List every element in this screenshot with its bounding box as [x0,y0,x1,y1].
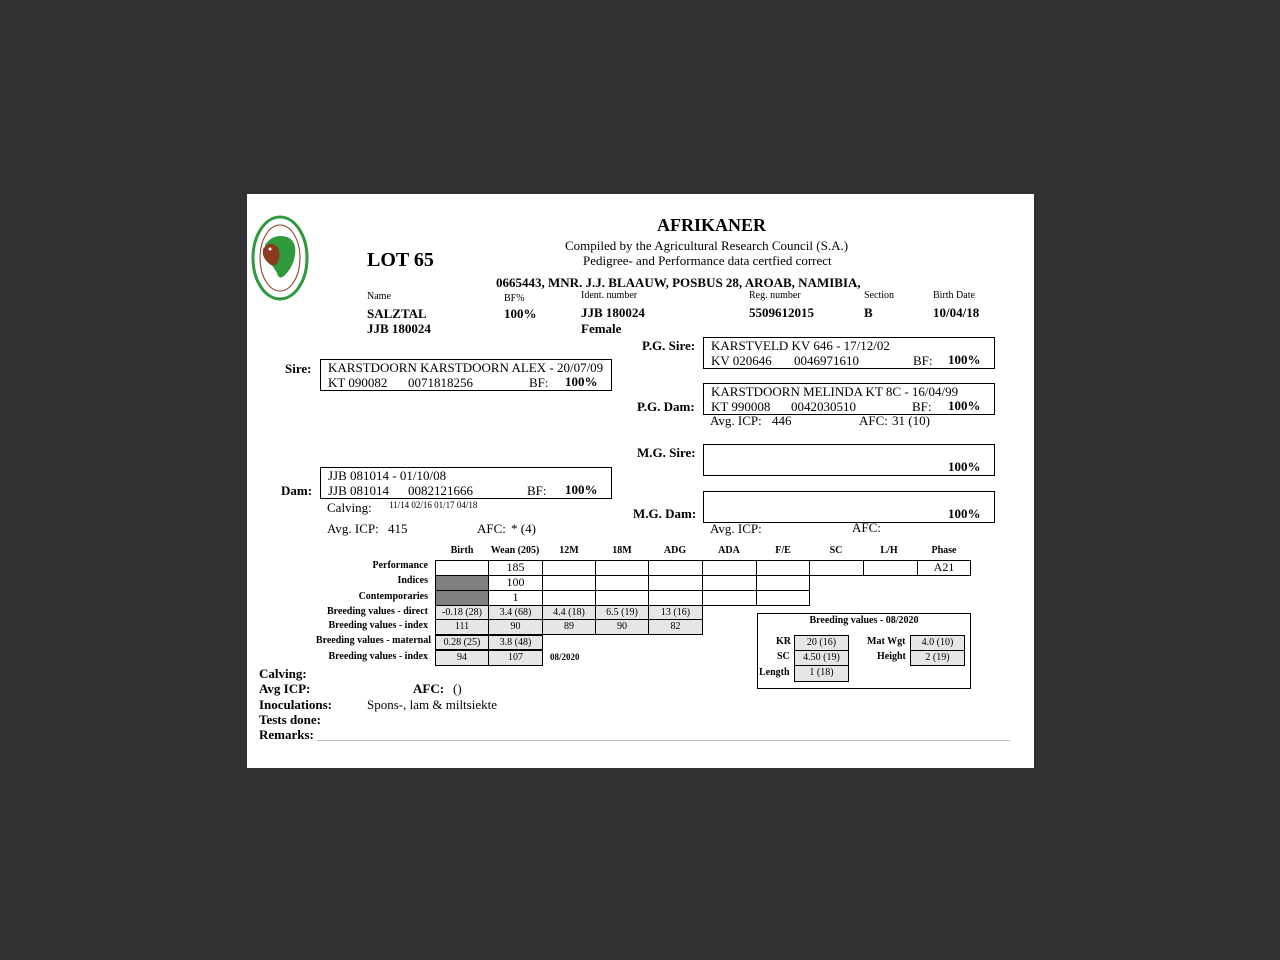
pgsire-id: KV 020646 [711,353,772,368]
bv-date: 08/2020 [550,652,580,662]
perf-12m [542,560,596,576]
col-lh: L/H [880,545,898,556]
reg-label: Reg. number [749,290,801,301]
pgdam-box [703,383,995,415]
compiled-by: Compiled by the Agricultural Research Council (S.A.) [565,238,849,253]
index-wean: 100 [488,575,543,591]
animal-bf: 100% [504,306,537,321]
sc-value: 4.50 (19) [794,650,849,666]
pgdam-afc: 31 (10) [892,413,930,428]
matwgt-value: 4.0 (10) [910,635,965,651]
sire-id: KT 090082 [328,375,388,390]
dam-reg: 0082121666 [408,483,473,498]
pgdam-icp-label: Avg. ICP: [710,413,762,428]
pgdam-afc-label: AFC: [859,413,888,428]
sire-name: KARSTDOORN KARSTDOORN ALEX - 20/07/09 [328,360,604,375]
row-contemporaries: Contemporaries [358,591,428,602]
ident-number: JJB 180024 [581,305,645,320]
mgdam-bf: 100% [948,506,981,521]
pgdam-label: P.G. Dam: [637,399,695,414]
dam-afc-label: AFC: [477,521,506,536]
calving-label: Calving: [259,666,307,681]
sc-label: SC [777,651,790,662]
sire-reg: 0071818256 [408,375,473,390]
height-label: Height [877,651,906,662]
animal-name: SALZTAL [367,306,427,321]
perf-18m [595,560,649,576]
breed-title: AFRIKANER [657,215,767,235]
col-wean: Wean (205) [490,545,540,556]
row-indices: Indices [397,575,428,586]
perf-sc [809,560,864,576]
dam-bf: 100% [565,482,598,497]
pgsire-name: KARSTVELD KV 646 - 17/12/02 [711,338,890,353]
contemp-ada [702,590,757,606]
perf-fe [756,560,810,576]
col-sc: SC [829,545,843,556]
sire-bf-label: BF: [529,375,549,390]
mgsire-label: M.G. Sire: [637,445,696,460]
mgdam-box [703,491,995,523]
bv-index-12m: 89 [542,619,596,635]
bv-index2-wean: 107 [488,650,543,666]
dam-calving-label: Calving: [327,500,372,515]
dam-calving-dates: 11/14 02/16 01/17 04/18 [389,500,478,510]
inoculations-value: Spons-, lam & miltsiekte [367,697,497,712]
bv-direct-adg: 13 (16) [648,605,703,620]
mgdam-label: M.G. Dam: [633,506,697,521]
perf-adg [648,560,703,576]
row-bv-index: Breeding values - index [328,620,428,631]
col-adg: ADG [663,545,687,556]
bv-maternal-birth: 0.28 (25) [435,635,489,650]
section-label: Section [864,290,894,301]
certified-note: Pedigree- and Performance data certfied correct [583,253,832,268]
index-ada [702,575,757,591]
animal-sex: Female [581,321,622,336]
pgsire-label: P.G. Sire: [642,338,696,353]
mgdam-icp-label: Avg. ICP: [710,521,762,536]
contemp-fe [756,590,810,606]
afc-value: () [453,681,462,696]
row-performance: Performance [372,560,428,571]
bv-direct-birth: -0.18 (28) [435,605,489,620]
height-value: 2 (19) [910,650,965,666]
tests-done-label: Tests done: [259,712,322,727]
animal-name-id: JJB 180024 [367,321,431,336]
bf-label: BF% [504,293,525,304]
bv-index-adg: 82 [648,619,703,635]
remarks-label: Remarks: [259,727,314,742]
dam-name: JJB 081014 - 01/10/08 [328,468,447,483]
sire-box [320,359,612,391]
society-logo [251,215,309,301]
pgdam-bf-label: BF: [912,399,932,414]
pgsire-bf: 100% [948,352,981,367]
owner-line: 0665443, MNR. J.J. BLAAUW, POSBUS 28, AROAB, NAMIBIA, [496,275,861,290]
dam-icp: 415 [388,521,408,536]
dam-box [320,467,612,499]
col-18m: 18M [612,545,632,556]
perf-phase: A21 [917,560,971,576]
dam-id: JJB 081014 [328,483,390,498]
perf-ada [702,560,757,576]
birth-label: Birth Date [933,290,975,301]
bv-index-18m: 90 [595,619,649,635]
name-label: Name [367,291,391,302]
row-bv-index-maternal: Breeding values - index [328,651,428,662]
matwgt-label: Mat Wgt [867,636,906,647]
col-birth: Birth [450,545,474,556]
reg-number: 5509612015 [749,305,814,320]
sire-label: Sire: [285,361,312,376]
kr-value: 20 (16) [794,635,849,651]
birth-date: 10/04/18 [933,305,980,320]
perf-wean: 185 [488,560,543,576]
perf-lh [863,560,918,576]
length-value: 1 (18) [794,665,849,682]
bv-index2-birth: 94 [435,650,489,666]
contemp-wean: 1 [488,590,543,606]
pgsire-box [703,337,995,369]
pgsire-bf-label: BF: [913,353,933,368]
kr-label: KR [776,636,791,647]
pgsire-reg: 0046971610 [794,353,859,368]
index-fe [756,575,810,591]
contemp-12m [542,590,596,606]
index-adg [648,575,703,591]
dam-label: Dam: [281,483,313,498]
remarks-line [317,740,1010,741]
bv-direct-12m: 4.4 (18) [542,605,596,620]
pgdam-id: KT 990008 [711,399,771,414]
bv-panel-title: Breeding values - 08/2020 [809,615,919,626]
bv-index-birth: 111 [435,619,489,635]
col-ada: ADA [718,545,740,556]
row-bv-maternal: Breeding values - maternal [315,635,431,646]
col-fe: F/E [775,545,791,556]
bv-direct-18m: 6.5 (19) [595,605,649,620]
ident-label: Ident. number [581,290,638,301]
bv-maternal-wean: 3.8 (48) [488,635,543,650]
inoculations-label: Inoculations: [259,697,332,712]
mgsire-bf: 100% [948,459,981,474]
index-birth [435,575,489,591]
pgdam-bf: 100% [948,398,981,413]
bv-direct-wean: 3.4 (68) [488,605,543,620]
perf-birth [435,560,489,576]
contemp-18m [595,590,649,606]
pgdam-reg: 0042030510 [791,399,856,414]
lot-number: LOT 65 [367,249,434,271]
row-bv-direct: Breeding values - direct [326,606,428,617]
mgsire-box [703,444,995,476]
pgdam-name: KARSTDOORN MELINDA KT 8C - 16/04/99 [711,384,959,399]
avg-icp-label: Avg ICP: [259,681,311,696]
contemp-adg [648,590,703,606]
dam-icp-label: Avg. ICP: [327,521,379,536]
dam-bf-label: BF: [527,483,547,498]
index-12m [542,575,596,591]
section-value: B [864,305,873,320]
dam-afc: * (4) [511,521,536,536]
afc-label: AFC: [413,681,445,696]
col-phase: Phase [931,545,957,556]
catalogue-page [247,194,1034,768]
sire-bf: 100% [565,374,598,389]
bv-index-wean: 90 [488,619,543,635]
index-18m [595,575,649,591]
col-12m: 12M [559,545,579,556]
contemp-birth [435,590,489,606]
pgdam-icp: 446 [772,413,792,428]
mgdam-afc-label: AFC: [852,520,881,535]
length-label: Length [759,667,790,678]
